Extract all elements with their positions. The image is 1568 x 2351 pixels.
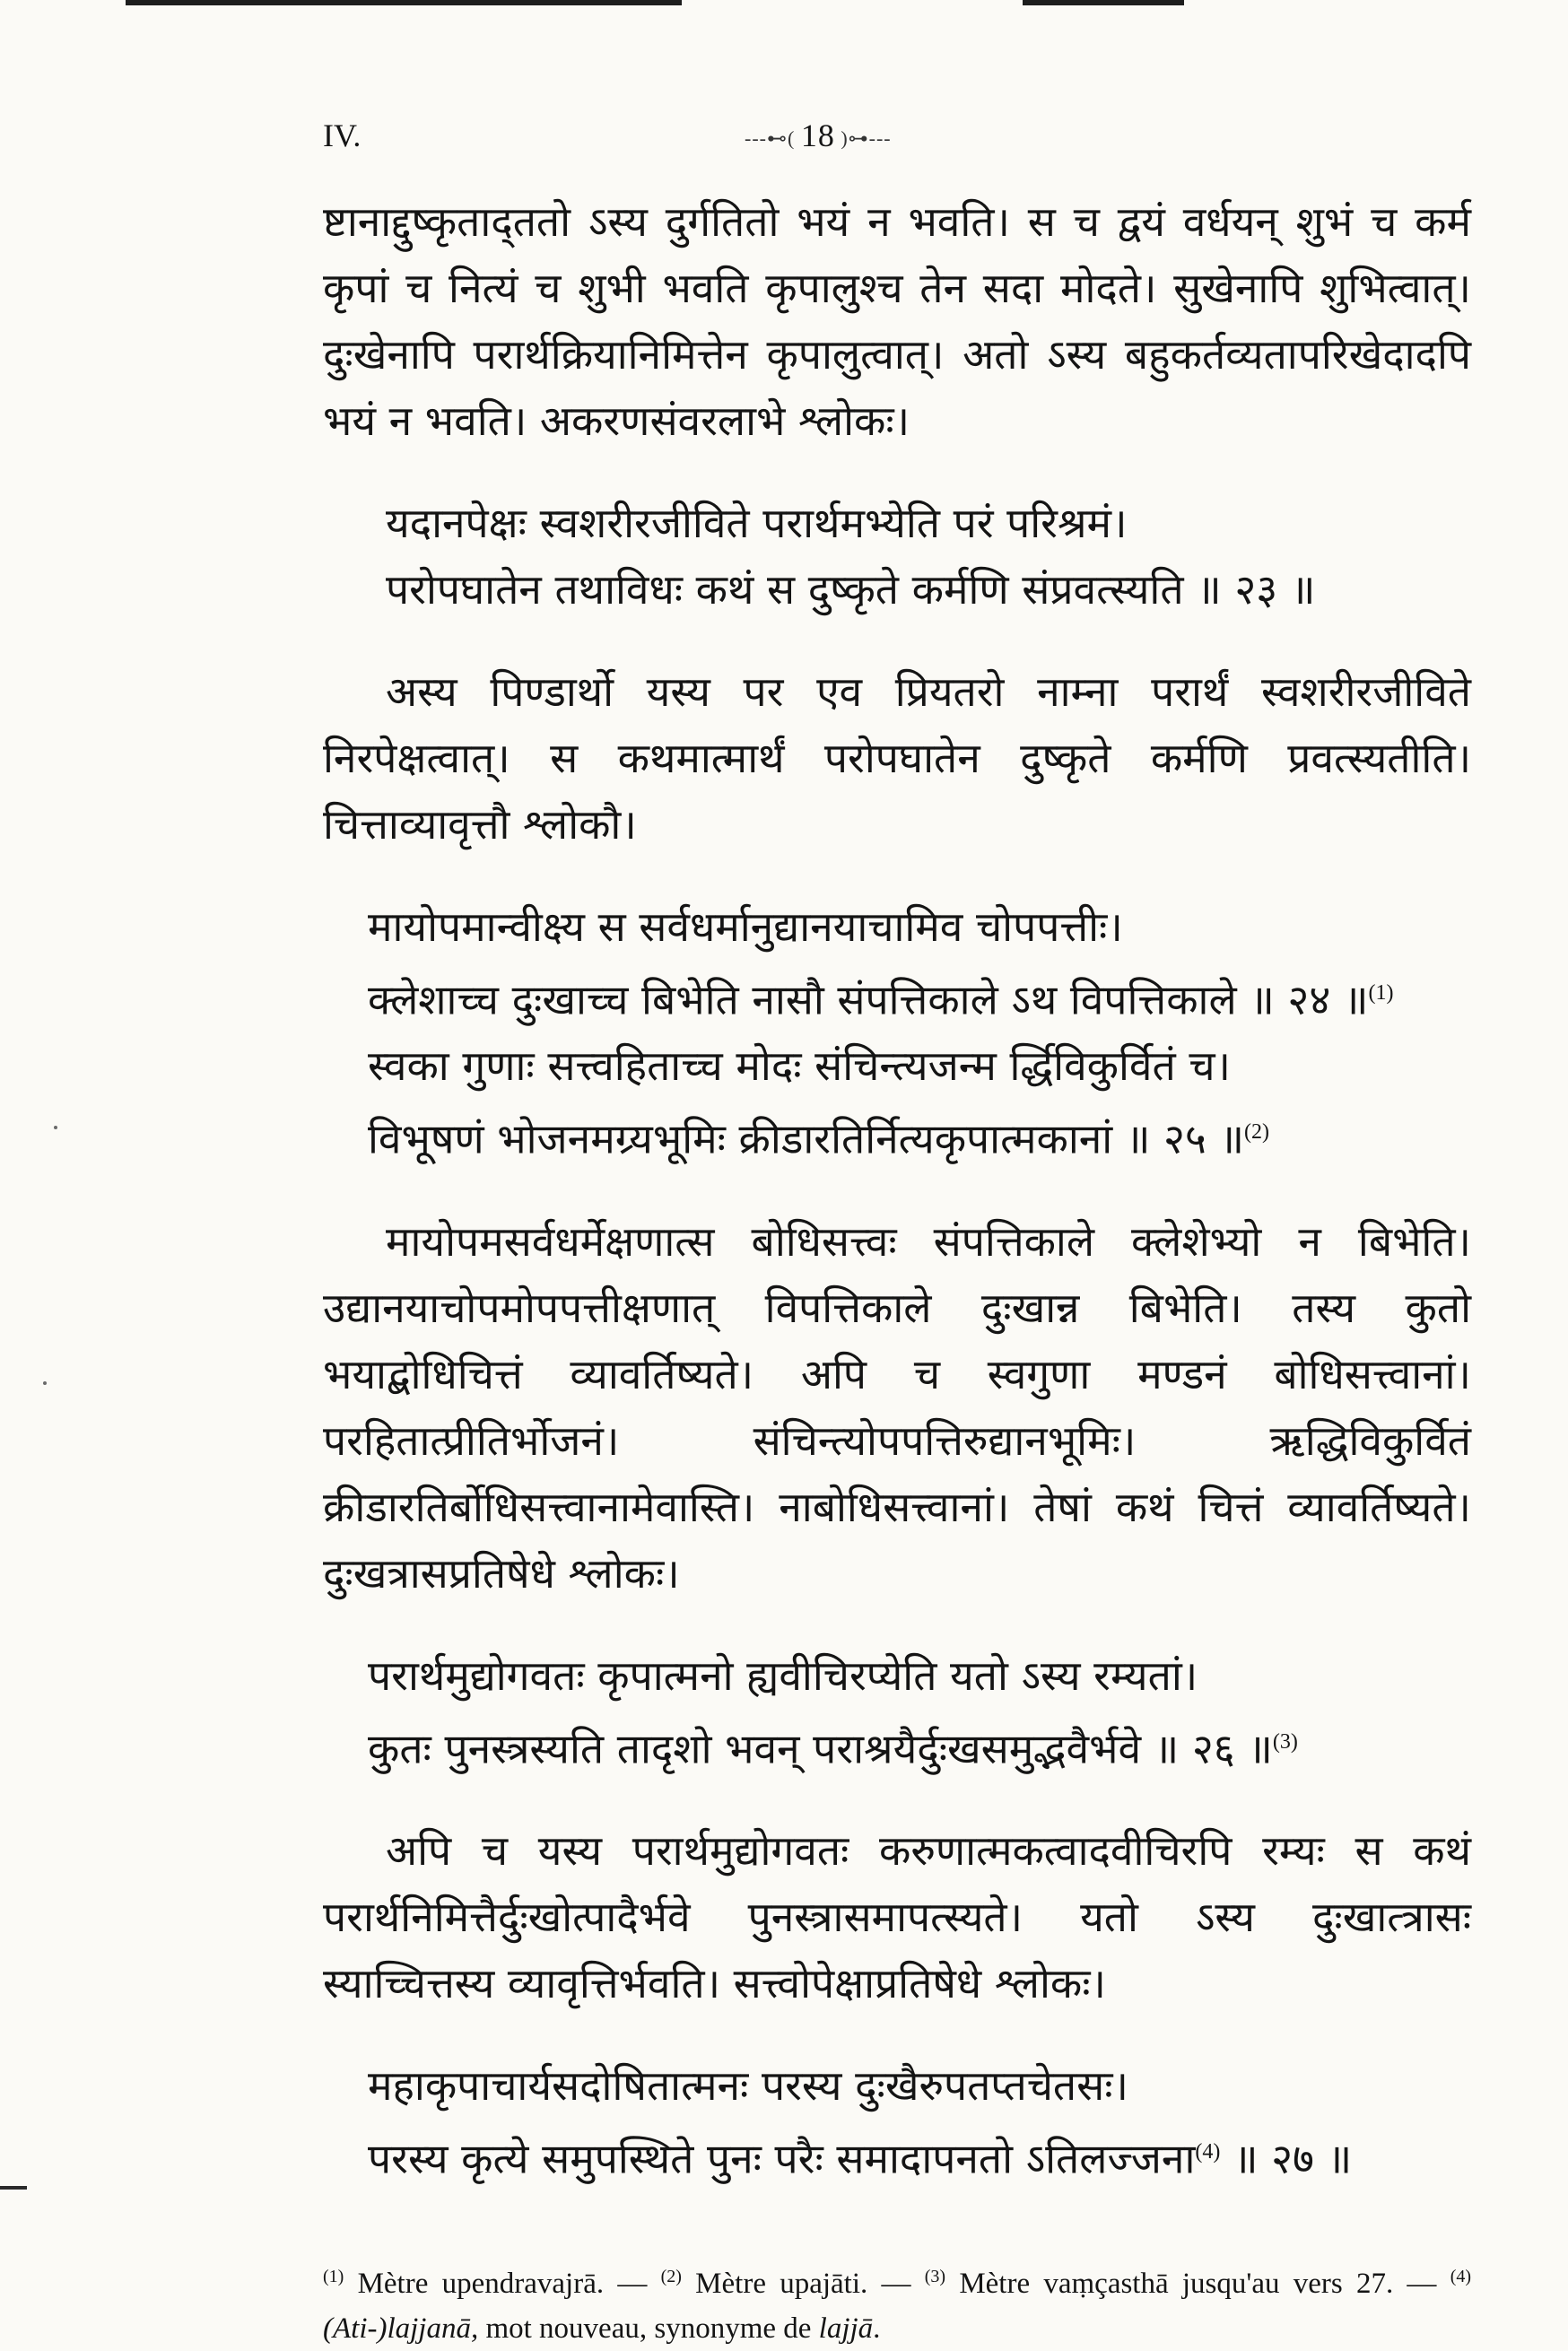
prose-paragraph: अपि च यस्य परार्थमुद्योगवतः करुणात्मकत्वादवीचिरपि रम्यः स कथं परार्थनिमित्तैर्दुःखोत्पादैर्भवे पुनस्त्रासमापत्स्यते। यतो ऽस्य दुःखात्त्रासः स्याच्चित्तस्य व्यावृत्तिर्भवति। सत्त्वोपेक्षाप्रतिषेधे श्लोकः। <box>323 1825 1471 2007</box>
signature-mark: IV. <box>323 118 362 153</box>
folio-number: 18 <box>800 118 835 153</box>
footnotes <box>323 2254 1471 2351</box>
footnote-text: Mètre upajāti. — <box>681 2268 925 2301</box>
page <box>323 108 1471 2351</box>
verse-line <box>368 1709 1471 1781</box>
footnote-mark: (4) <box>1450 2267 1472 2287</box>
verse-block <box>368 1642 1471 1781</box>
verse-line: महाकृपाचार्यसदोषितात्मनः परस्य दुःखैरुपतप्तचेतसः। <box>368 2060 1128 2110</box>
verse-line: यदानपेक्षः स्वशरीरजीविते परार्थमभ्येति परं परिश्रमं। <box>386 499 1128 547</box>
folio-ornament-right: )⊶--- <box>834 126 892 150</box>
footnote-ref: (4) <box>1195 2139 1221 2164</box>
verse-line: स्वका गुणाः सत्त्वहिताच्च मोदः संचिन्त्यजन्म र्द्धिविकुर्वितं च। <box>368 1041 1231 1091</box>
verse-text: परस्य कृत्ये समुपस्थिते पुनः परैः समादापनतो ऽतिलज्जना <box>368 2134 1196 2183</box>
verse-number: ॥ २७ ॥ <box>1220 2134 1353 2183</box>
footnote-mark: (2) <box>660 2267 682 2287</box>
margin-speck <box>43 1381 47 1385</box>
verse-text: क्लेशाच्च दुःखाच्च बिभेति नासौ संपत्तिकाले ऽथ विपत्तिकाले ॥ २४ ॥ <box>368 975 1369 1024</box>
verse-line <box>368 1099 1471 1171</box>
prose-paragraph: ष्टानाद्दुष्कृताद्‌ततो ऽस्य दुर्गतितो भयं न भवति। स च द्वयं वर्धयन् शुभं च कर्म कृपां च नित्यं च शुभी भवति कृपालुश्च तेन सदा मोदते। सुखेनापि शुभित्वात्। दुःखेनापि परार्थक्रियानिमित्तेन कृपालुत्वात्। अतो ऽस्य बहुकर्तव्यतापरिखेदादपि भयं न भवति। अकरणसंवरलाभे श्लोकः। <box>323 197 1471 445</box>
footnote-ref: (1) <box>1368 981 1394 1005</box>
footnote-text: Mètre vaṃçasthā jusqu'au vers 27. — <box>945 2268 1450 2301</box>
verse-line: परार्थमुद्योगवतः कृपात्मनो ह्यवीचिरप्येति यतो ऽस्य रम्यतां। <box>368 1650 1198 1700</box>
folio-ornament-left: ---⊷( <box>745 126 801 150</box>
footnote-term: lajjā <box>818 2312 874 2346</box>
page-header <box>323 108 1471 179</box>
verse-line: परोपघातेन तथाविधः कथं स दुष्कृते कर्मणि संप्रवत्स्यति ॥ २३ ॥ <box>386 565 1316 614</box>
verse-text: विभूषणं भोजनमग्र्यभूमिः क्रीडारतिर्नित्यकृपात्मकानां ॥ २५ ॥ <box>368 1114 1245 1163</box>
footnote-mark: (3) <box>924 2267 946 2287</box>
verse-line <box>368 2119 1471 2191</box>
prose-paragraph: अस्य पिण्डार्थो यस्य पर एव प्रियतरो नाम्ना परार्थं स्वशरीरजीविते निरपेक्षत्वात्। स कथमात्मार्थं परोपघातेन दुष्कृते कर्मणि प्रवत्स्यतीति। चित्ताव्यावृत्तौ श्लोकौ। <box>323 667 1471 849</box>
verse-text: कुतः पुनस्त्रस्यति तादृशो भवन् पराश्रयैर्दुःखसमुद्भवैर्भवे ॥ २६ ॥ <box>368 1723 1273 1772</box>
footnote-text: mot nouveau, synonyme de <box>478 2312 819 2346</box>
verse-line <box>368 960 1471 1032</box>
verse-block <box>368 2052 1471 2191</box>
footnote-ref: (2) <box>1244 1120 1269 1145</box>
prose-paragraph: मायोपमसर्वधर्मेक्षणात्स बोधिसत्त्वः संपत्तिकाले क्लेशेभ्यो न बिभेति। उद्यानयाचोपमोपपत्तीक्षणात् विपत्तिकाले दुःखान्न बिभेति। तस्य कुतो भयाद्बोधिचित्तं व्यावर्तिष्यते। अपि च स्वगुणा मण्डनं बोधिसत्त्वानां। परहितात्प्रीतिर्भोजनं। संचिन्त्योपपत्तिरुद्यानभूमिः। ऋद्धिविकुर्वितं क्रीडारतिर्बोधिसत्त्वानामेवास्ति। नाबोधिसत्त्वानां। तेषां कथं चित्तं व्यावर्तिष्यते। दुःखत्रासप्रतिषेधे श्लोकः। <box>323 1216 1471 1598</box>
verse-block <box>386 490 1471 623</box>
footnote-text: Mètre upendravajrā. — <box>344 2268 661 2301</box>
footnote-term: (Ati-)lajjanā, <box>323 2312 479 2346</box>
top-rule-gap <box>682 0 1023 5</box>
verse-line: मायोपमान्वीक्ष्य स सर्वधर्मानुद्यानयाचामिव चोपपत्तीः। <box>368 902 1123 951</box>
footnote-text: . <box>873 2312 881 2346</box>
footnote-mark: (1) <box>323 2267 344 2287</box>
bottom-edge-mark <box>0 2186 27 2190</box>
top-rule <box>126 0 1184 5</box>
page-number <box>745 117 892 154</box>
verse-block <box>368 893 1471 1172</box>
margin-speck <box>54 1126 57 1129</box>
footnote-ref: (3) <box>1272 1729 1298 1754</box>
